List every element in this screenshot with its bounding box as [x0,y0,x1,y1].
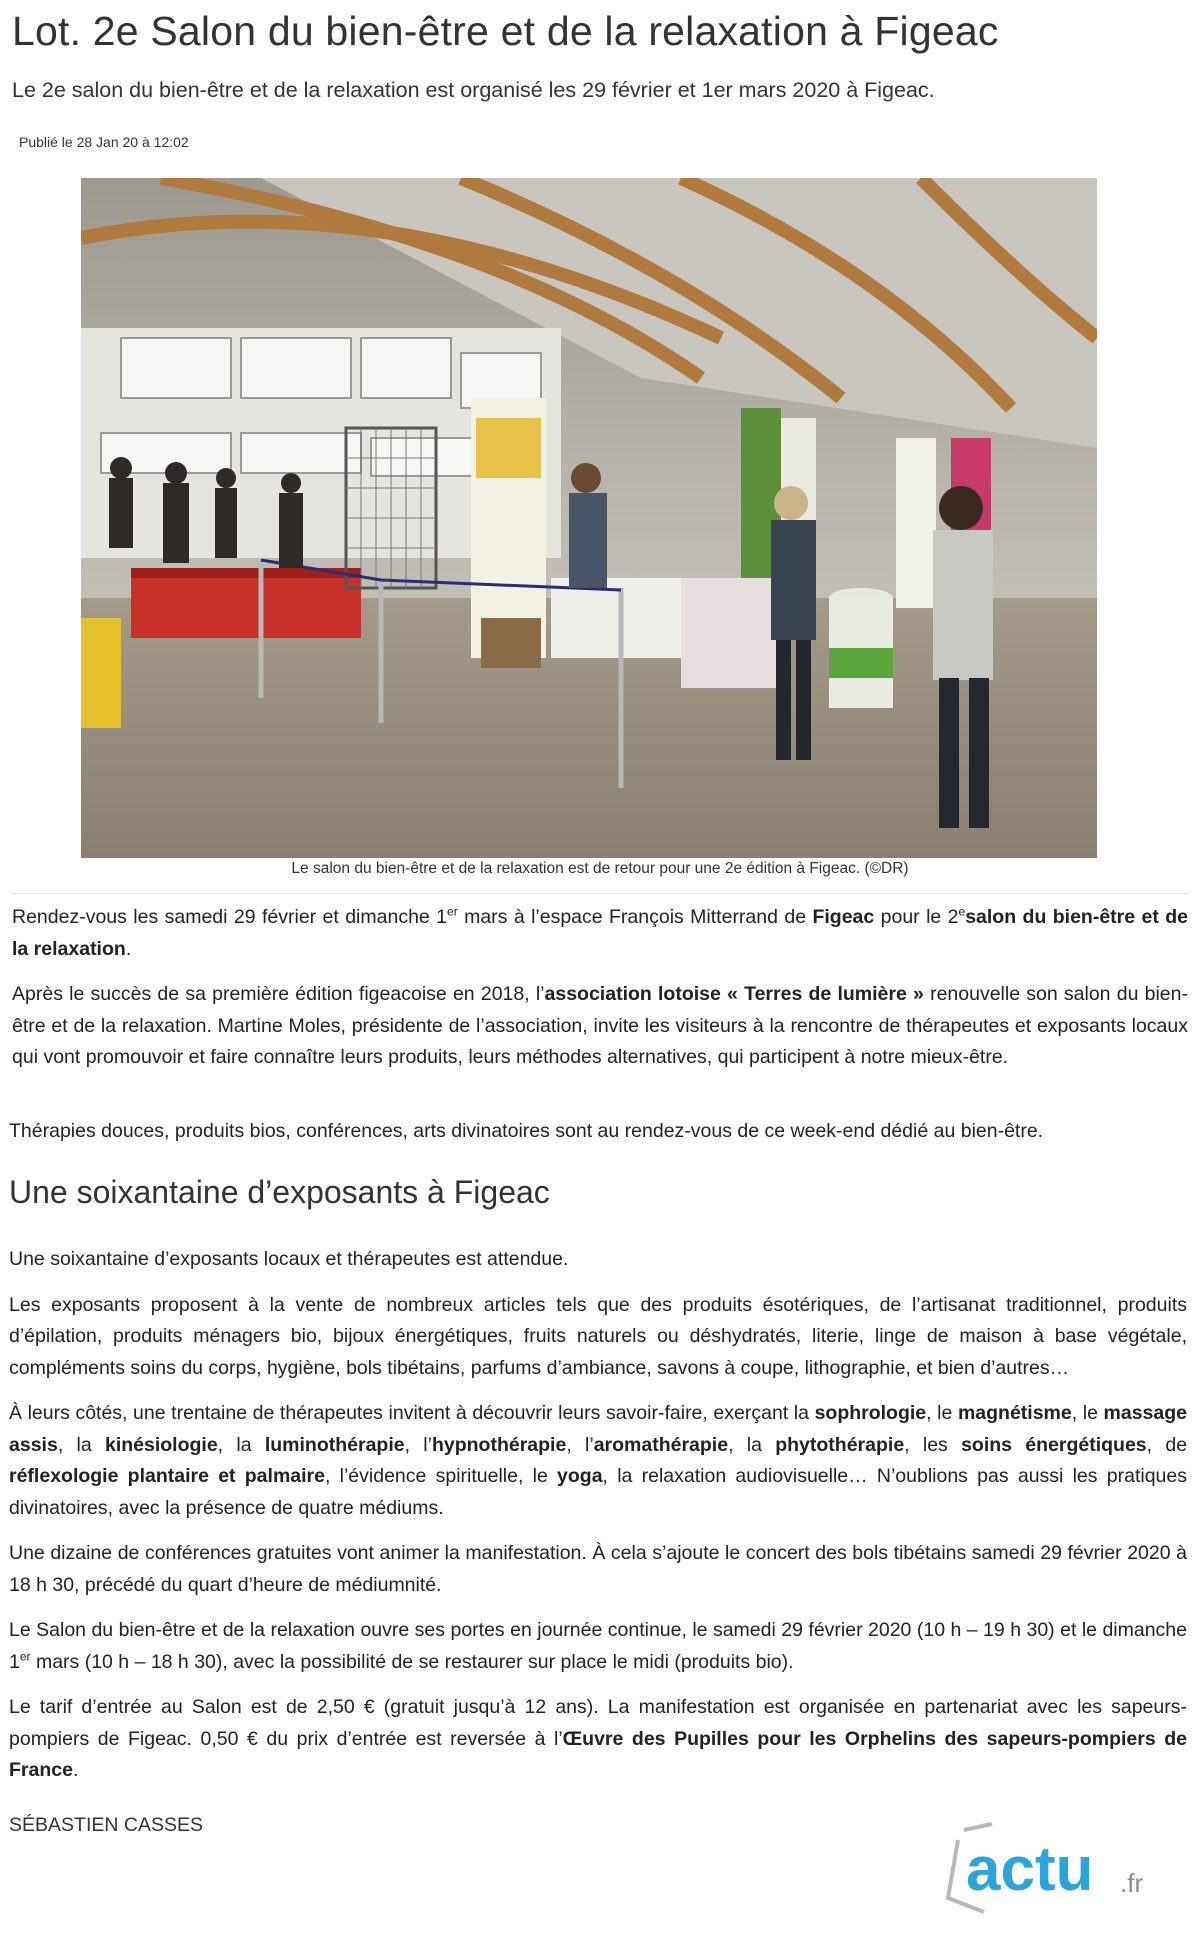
text: Après le succès de sa première édition figeacoise en 2018, l’ [12,983,545,1005]
exhibition-hall-photo [81,178,1097,858]
text: Le Salon du bien-être et de la relaxation ouvre ses portes en journée continue, le samedi 29 février 2020 (10 h – 19 h 30) et le dimanche 1 [9,1619,1187,1673]
text: , la [728,1433,776,1456]
section-subtitle: Une soixantaine d’exposants à Figeac [9,1174,550,1210]
text: mars (10 h – 18 h 30), avec la possibilité de se restaurer sur place le midi (produits bio). [30,1650,794,1673]
text: , l’évidence spirituelle, le [324,1465,558,1487]
logo-suffix: .fr [1120,1868,1144,1898]
paragraph-9 [9,1692,1187,1787]
logo-text: actu [966,1835,1094,1904]
publish-date: Publié le 28 Jan 20 à 12:02 [19,134,189,150]
bold-text: salon du bien-être et de la relaxation [12,906,1189,960]
text: . [72,1759,79,1781]
text: Le tarif d’entrée au Salon est de 2,50 € (gratuit jusqu’à 12 ans). La manifestation est organisée en partenariat avec les sapeurs-pompiers de Figeac. 0,50 € du prix d’entrée est reversée à l’ [9,1696,1187,1750]
text: , de [1146,1433,1188,1456]
article-photo [81,178,1097,858]
article-body-main [9,1244,1187,1787]
text: , la [57,1433,105,1456]
text: Rendez-vous les samedi 29 février et dimanche 1 [12,906,448,928]
text: renouvelle son salon du bien-être et de la relaxation. Martine Moles, présidente de l’association, invite les visiteurs à la rencontre de thérapeutes et exposants locaux qui vont promouvoir et faire connaître leurs produits, leurs méthodes alternatives, qui participent à notre mieux-être. [12,983,1188,1068]
bold-text: phytothérapie [775,1433,905,1456]
text: , les [904,1433,962,1456]
bold-text: soins énergétiques [961,1433,1147,1456]
article-title: Lot. 2e Salon du bien-être et de la relaxation à Figeac [12,8,999,54]
paragraph-7: Une dizaine de conférences gratuites vont animer la manifestation. À cela s’ajoute le concert des bols tibétains samedi 29 février 2020 à 18 h 30, précédé du quart d’heure de médiumnité. [9,1542,1187,1596]
text: . [125,937,132,960]
paragraph-6 [9,1398,1187,1524]
text: mars à l’espace François Mitterrand de [457,906,813,928]
bold-text: aromathérapie [593,1433,729,1456]
superscript: er [19,1649,31,1663]
bold-text: yoga [557,1465,603,1487]
bold-text: réflexologie plantaire et palmaire [9,1465,325,1487]
text: , le [1071,1402,1104,1424]
paragraph-4: Une soixantaine d’exposants locaux et thérapeutes est attendue. [9,1248,569,1270]
text: pour le 2 [874,906,959,928]
bold-text: Figeac [812,906,875,928]
superscript: e [958,904,966,919]
bold-text: massage assis [9,1402,1187,1456]
bold-text: magnétisme [957,1402,1072,1424]
bold-text: Œuvre des Pupilles pour les Orphelins des sapeurs-pompiers de France [9,1727,1188,1781]
photo-caption: Le salon du bien-être et de la relaxation est de retour pour une 2e édition à Figeac. (©DR) [291,860,909,877]
text: , la relaxation audiovisuelle… N’oublions pas aussi les pratiques divinatoires, avec la présence de quatre médiums. [9,1465,1187,1519]
bold-text: sophrologie [814,1402,927,1424]
actu-logo [944,1820,1174,1916]
text: , l’ [404,1433,432,1456]
bold-text: association lotoise « Terres de lumière » [544,983,924,1005]
text: , la [217,1433,265,1456]
paragraph-3: Thérapies douces, produits bios, conférences, arts divinatoires sont au rendez-vous de ce week-end dédié au bien-être. [9,1120,1044,1142]
text: À leurs côtés, une trentaine de thérapeutes invitent à découvrir leurs savoir-faire, exerçant la [9,1402,815,1424]
paragraph-8 [9,1615,1187,1678]
actu-logo-mark [944,1820,1174,1916]
paragraph-2 [12,979,1188,1074]
bold-text: hypnothérapie [431,1433,567,1456]
article-body-intro [12,902,1188,1074]
text: , le [926,1402,958,1424]
paragraph-1 [12,902,1188,965]
bold-text: kinésiologie [104,1433,218,1456]
divider [12,893,1188,894]
article-lead: Le 2e salon du bien-être et de la relaxation est organisé les 29 février et 1er mars 2020 à Figeac. [12,78,935,102]
superscript: er [447,904,458,919]
text: , l’ [566,1433,594,1456]
paragraph-5: Les exposants proposent à la vente de nombreux articles tels que des produits ésotériques, de l’artisanat traditionnel, produits d’épilation, produits ménagers bio, bijoux énergétiques, fruits naturels ou déshydratés, literie, linge de maison à base végétale, compléments soins du corps, hygiène, bols tibétains, parfums d’ambiance, savons à coupe, lithographie, et bien d’autres… [9,1293,1187,1379]
article-author: SÉBASTIEN CASSES [9,1814,203,1836]
bold-text: luminothérapie [264,1433,405,1456]
